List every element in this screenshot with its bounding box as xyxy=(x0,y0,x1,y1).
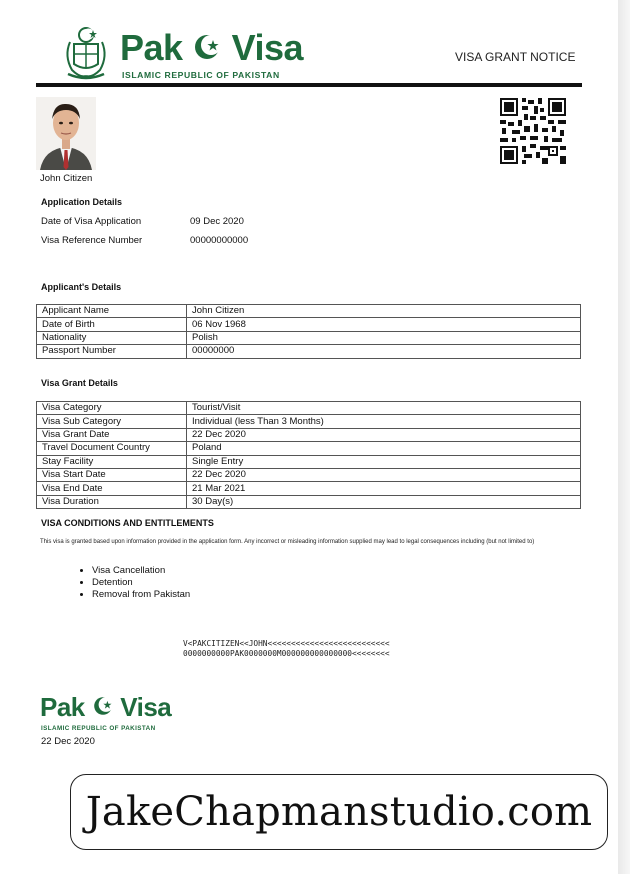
field-label: Visa Duration xyxy=(37,495,187,508)
consequences-list xyxy=(77,565,190,602)
visa-grant-details-heading: Visa Grant Details xyxy=(41,378,118,388)
field-label: Visa Start Date xyxy=(37,468,187,481)
brand-wordmark xyxy=(120,28,303,68)
field-value: 30 Day(s) xyxy=(187,495,581,508)
watermark-text: JakeChapmanstudio.com xyxy=(85,789,593,835)
qr-code xyxy=(500,98,566,164)
brand-wordmark xyxy=(40,692,171,722)
field-value: Poland xyxy=(187,442,581,455)
visa-grant-details-table xyxy=(36,401,581,509)
field-label: Date of Birth xyxy=(37,318,187,331)
field-value: 00000000 xyxy=(187,345,581,358)
applicant-details-heading: Applicant's Details xyxy=(41,282,122,292)
table-row xyxy=(37,442,581,455)
brand-left-text: Pak xyxy=(120,27,183,68)
state-emblem-icon xyxy=(62,26,110,80)
field-label: Visa Grant Date xyxy=(37,428,187,441)
header-divider xyxy=(36,83,582,87)
crescent-star-icon xyxy=(92,695,114,717)
field-label: Applicant Name xyxy=(37,305,187,318)
table-row xyxy=(37,468,581,481)
pakvisa-logo xyxy=(62,26,303,84)
application-label: Date of Visa Application xyxy=(41,216,142,227)
conditions-heading: VISA CONDITIONS AND ENTITLEMENTS xyxy=(41,518,214,528)
field-value: 22 Dec 2020 xyxy=(187,428,581,441)
field-label: Visa End Date xyxy=(37,482,187,495)
brand-right-text: Visa xyxy=(231,27,303,68)
field-value: Individual (less Than 3 Months) xyxy=(187,415,581,428)
machine-readable-zone xyxy=(183,639,390,659)
table-row xyxy=(37,455,581,468)
field-label: Travel Document Country xyxy=(37,442,187,455)
field-value: Single Entry xyxy=(187,455,581,468)
field-value: 06 Nov 1968 xyxy=(187,318,581,331)
list-item: • Removal from Pakistan xyxy=(92,589,190,601)
field-value: Tourist/Visit xyxy=(187,402,581,415)
field-label: Nationality xyxy=(37,331,187,344)
mrz-line: V<PAKCITIZEN<<JOHN<<<<<<<<<<<<<<<<<<<<<<<<<< xyxy=(183,639,390,648)
field-value: Polish xyxy=(187,331,581,344)
list-item: • Visa Cancellation xyxy=(92,565,190,577)
application-value: 09 Dec 2020 xyxy=(190,216,244,227)
brand-subtitle: ISLAMIC REPUBLIC OF PAKISTAN xyxy=(41,725,156,732)
table-row xyxy=(37,318,581,331)
page-edge xyxy=(618,0,630,874)
table-row xyxy=(37,402,581,415)
pakvisa-footer-logo xyxy=(40,692,200,732)
watermark-banner xyxy=(70,774,608,850)
mrz-line: 0000000000PAK0000000M000000000000000<<<<<<<< xyxy=(183,649,390,658)
field-value: John Citizen xyxy=(187,305,581,318)
issue-date: 22 Dec 2020 xyxy=(41,736,95,747)
notice-title: VISA GRANT NOTICE xyxy=(455,50,576,64)
application-details-heading: Application Details xyxy=(41,197,123,207)
table-row xyxy=(37,345,581,358)
photo-caption: John Citizen xyxy=(40,173,93,184)
table-row xyxy=(37,305,581,318)
list-item: • Detention xyxy=(92,577,190,589)
applicant-details-table xyxy=(36,304,581,359)
table-row xyxy=(37,495,581,508)
table-row xyxy=(37,331,581,344)
table-row xyxy=(37,428,581,441)
field-label: Visa Sub Category xyxy=(37,415,187,428)
table-row xyxy=(37,482,581,495)
brand-subtitle: ISLAMIC REPUBLIC OF PAKISTAN xyxy=(122,70,280,80)
conditions-text: This visa is granted based upon information provided in the application form. Any incorrect or misleading information supplied may lead to legal consequences including (but not limited to) xyxy=(40,539,535,545)
field-value: 22 Dec 2020 xyxy=(187,468,581,481)
field-label: Visa Category xyxy=(37,402,187,415)
brand-left-text: Pak xyxy=(40,692,85,722)
application-label: Visa Reference Number xyxy=(41,235,143,246)
field-label: Passport Number xyxy=(37,345,187,358)
applicant-photo xyxy=(36,97,96,170)
brand-right-text: Visa xyxy=(120,692,172,722)
field-value: 21 Mar 2021 xyxy=(187,482,581,495)
field-label: Stay Facility xyxy=(37,455,187,468)
crescent-star-icon xyxy=(192,32,222,62)
application-value: 00000000000 xyxy=(190,235,249,246)
table-row xyxy=(37,415,581,428)
